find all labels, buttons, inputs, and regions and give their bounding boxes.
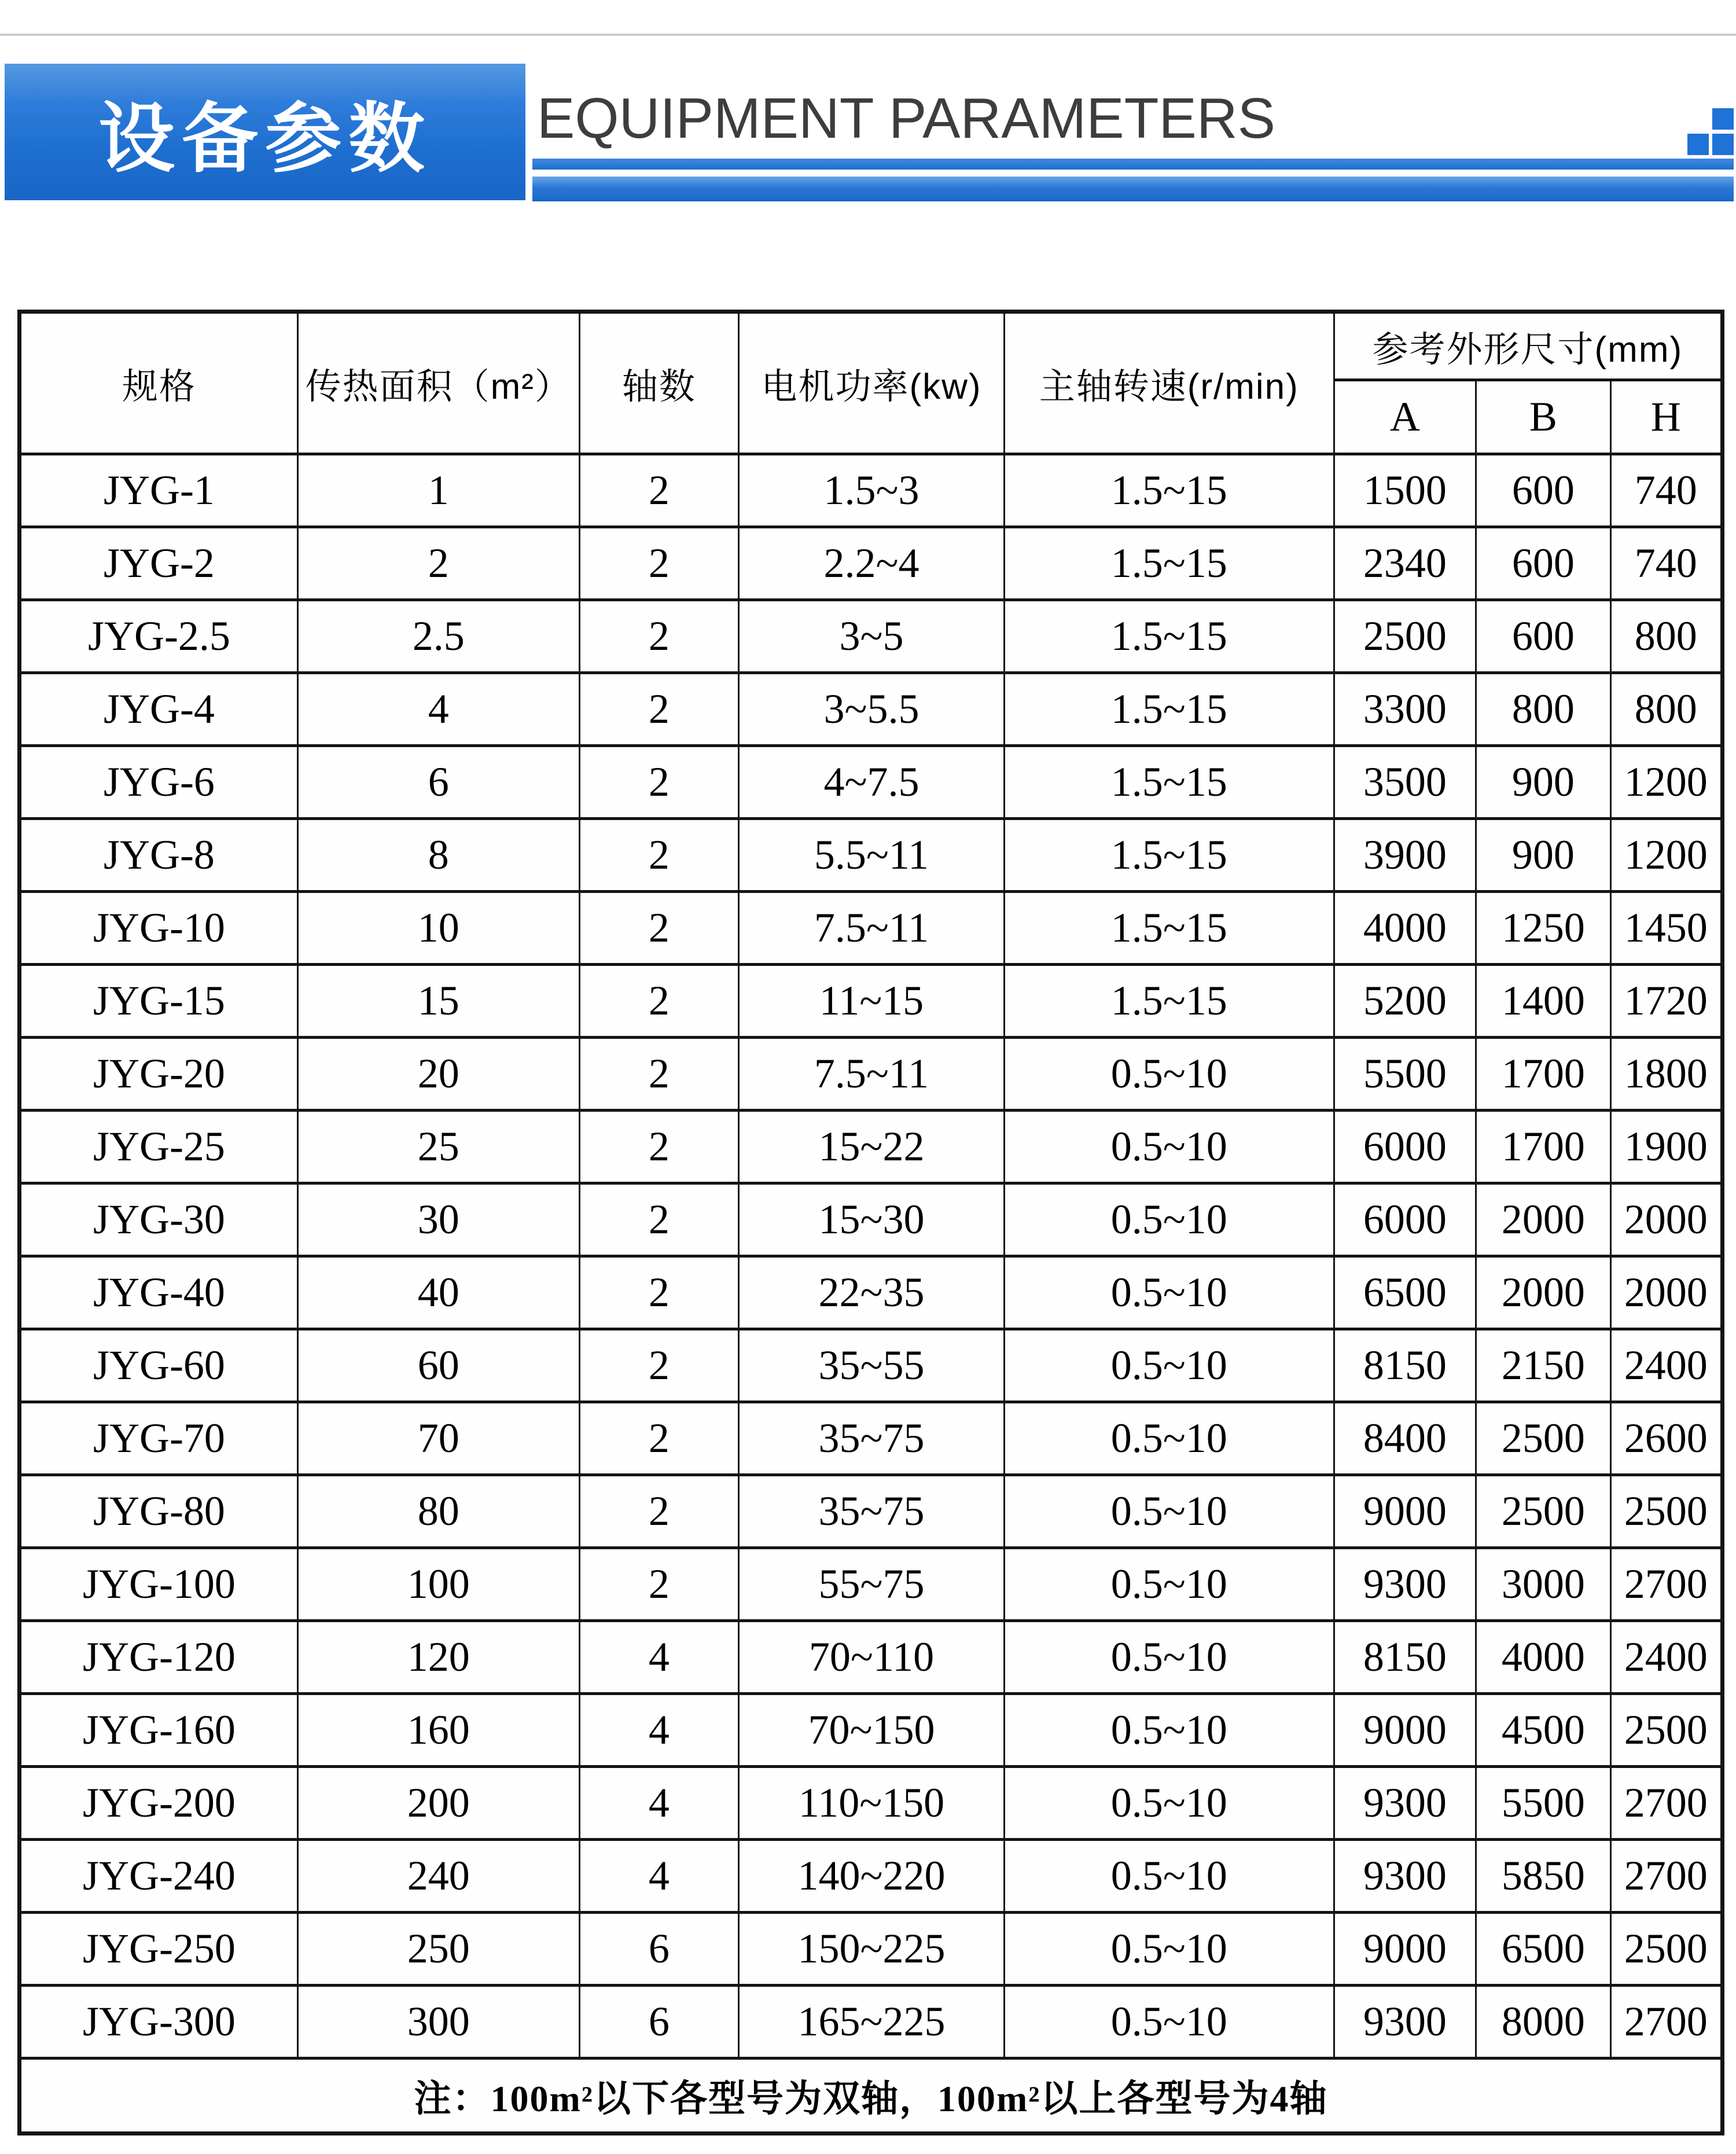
table-cell: JYG-300: [20, 1986, 298, 2059]
table-row: [20, 1548, 1723, 1621]
table-cell: 740: [1610, 454, 1722, 527]
table-cell: 600: [1476, 600, 1610, 673]
table-cell: 0.5~10: [1004, 1621, 1334, 1694]
table-cell: JYG-70: [20, 1402, 298, 1475]
table-cell: 110~150: [739, 1767, 1005, 1840]
table-row: [20, 1038, 1723, 1111]
table-cell: 40: [297, 1256, 579, 1329]
table-cell: 9300: [1334, 1986, 1476, 2059]
table-cell: 2: [579, 527, 738, 600]
table-cell: 15~22: [739, 1111, 1005, 1183]
table-cell: 1450: [1610, 892, 1722, 965]
table-row: [20, 1183, 1723, 1256]
table-cell: 70~150: [739, 1694, 1005, 1767]
table-cell: JYG-2.5: [20, 600, 298, 673]
table-cell: 2000: [1476, 1183, 1610, 1256]
table-row: [20, 1840, 1723, 1913]
table-cell: 1: [297, 454, 579, 527]
table-cell: 740: [1610, 527, 1722, 600]
table-cell: 2500: [1610, 1475, 1722, 1548]
table-cell: JYG-2: [20, 527, 298, 600]
table-cell: 1250: [1476, 892, 1610, 965]
table-cell: 0.5~10: [1004, 1038, 1334, 1111]
table-cell: 60: [297, 1329, 579, 1402]
table-cell: 35~55: [739, 1329, 1005, 1402]
table-cell: 9000: [1334, 1694, 1476, 1767]
table-cell: 100: [297, 1548, 579, 1621]
table-cell: 9300: [1334, 1767, 1476, 1840]
table-cell: JYG-4: [20, 673, 298, 746]
table-body: [20, 454, 1723, 2059]
table-cell: 2500: [1476, 1402, 1610, 1475]
page-title: 设备参数: [98, 96, 432, 181]
table-cell: 0.5~10: [1004, 1986, 1334, 2059]
table-cell: JYG-6: [20, 746, 298, 819]
table-cell: 3~5.5: [739, 673, 1005, 746]
table-cell: 4: [579, 1840, 738, 1913]
table-cell: 22~35: [739, 1256, 1005, 1329]
table-cell: 5.5~11: [739, 819, 1005, 892]
table-row: [20, 746, 1723, 819]
table-cell: 6500: [1476, 1913, 1610, 1986]
note-row: [20, 2059, 1723, 2134]
page-title-en: EQUIPMENT PARAMETERS: [537, 86, 1276, 150]
table-cell: JYG-1: [20, 454, 298, 527]
table-cell: 6000: [1334, 1183, 1476, 1256]
table-cell: 6: [579, 1913, 738, 1986]
table-cell: 2: [579, 1475, 738, 1548]
col-header-dim-h: H: [1610, 380, 1722, 454]
table-cell: 20: [297, 1038, 579, 1111]
table-cell: 2: [579, 892, 738, 965]
table-cell: 4: [579, 1694, 738, 1767]
table-cell: 1200: [1610, 819, 1722, 892]
table-row: [20, 673, 1723, 746]
table-cell: 9300: [1334, 1840, 1476, 1913]
table-cell: 9300: [1334, 1548, 1476, 1621]
table-cell: 1900: [1610, 1111, 1722, 1183]
table-cell: 2500: [1476, 1475, 1610, 1548]
table-cell: 1700: [1476, 1111, 1610, 1183]
table-cell: JYG-40: [20, 1256, 298, 1329]
table-cell: 2000: [1610, 1256, 1722, 1329]
table-cell: 1.5~15: [1004, 527, 1334, 600]
table-row: [20, 965, 1723, 1038]
table-cell: 0.5~10: [1004, 1475, 1334, 1548]
table-cell: 250: [297, 1913, 579, 1986]
table-cell: 0.5~10: [1004, 1183, 1334, 1256]
table-cell: 3000: [1476, 1548, 1610, 1621]
table-cell: 80: [297, 1475, 579, 1548]
table-cell: 1200: [1610, 746, 1722, 819]
table-cell: 2: [579, 1548, 738, 1621]
table-cell: 2: [579, 1111, 738, 1183]
table-cell: 5500: [1476, 1767, 1610, 1840]
table-cell: 15~30: [739, 1183, 1005, 1256]
table-cell: 2: [579, 1402, 738, 1475]
table-cell: JYG-8: [20, 819, 298, 892]
table-cell: 2.2~4: [739, 527, 1005, 600]
table-row: [20, 1329, 1723, 1402]
table-cell: 1500: [1334, 454, 1476, 527]
table-cell: 2700: [1610, 1548, 1722, 1621]
table-cell: JYG-80: [20, 1475, 298, 1548]
table-row: [20, 1475, 1723, 1548]
table-cell: 55~75: [739, 1548, 1005, 1621]
table-cell: 1.5~15: [1004, 965, 1334, 1038]
table-cell: 300: [297, 1986, 579, 2059]
accent-bar-thin: [532, 159, 1734, 170]
table-cell: 120: [297, 1621, 579, 1694]
table-cell: 35~75: [739, 1402, 1005, 1475]
table-cell: 0.5~10: [1004, 1913, 1334, 1986]
table-cell: 6: [297, 746, 579, 819]
table-cell: 9000: [1334, 1913, 1476, 1986]
top-divider-rule: [0, 34, 1736, 36]
table-cell: 2: [579, 746, 738, 819]
table-cell: 0.5~10: [1004, 1767, 1334, 1840]
table-cell: 5500: [1334, 1038, 1476, 1111]
table-cell: 8400: [1334, 1402, 1476, 1475]
table-cell: 140~220: [739, 1840, 1005, 1913]
table-cell: 2700: [1610, 1840, 1722, 1913]
table-cell: 0.5~10: [1004, 1402, 1334, 1475]
table-cell: 800: [1476, 673, 1610, 746]
table-cell: 2000: [1476, 1256, 1610, 1329]
table-cell: 1.5~15: [1004, 892, 1334, 965]
table-cell: JYG-10: [20, 892, 298, 965]
table-cell: 1800: [1610, 1038, 1722, 1111]
table-cell: 600: [1476, 527, 1610, 600]
col-header-dimensions-group: 参考外形尺寸(mm): [1334, 312, 1722, 380]
table-cell: 6: [579, 1986, 738, 2059]
col-header-shaft-count: 轴数: [579, 312, 738, 454]
table-cell: 2600: [1610, 1402, 1722, 1475]
table-cell: 3500: [1334, 746, 1476, 819]
table-row: [20, 1767, 1723, 1840]
table-cell: JYG-20: [20, 1038, 298, 1111]
table-cell: 900: [1476, 746, 1610, 819]
col-header-dim-a: A: [1334, 380, 1476, 454]
blocks-icon: [1687, 134, 1709, 155]
blocks-icon: [1712, 108, 1734, 130]
table-cell: JYG-120: [20, 1621, 298, 1694]
table-cell: 1400: [1476, 965, 1610, 1038]
table-cell: 4: [297, 673, 579, 746]
table-cell: JYG-160: [20, 1694, 298, 1767]
table-cell: 5850: [1476, 1840, 1610, 1913]
table-row: [20, 454, 1723, 527]
table-cell: 15: [297, 965, 579, 1038]
table-cell: 7.5~11: [739, 1038, 1005, 1111]
table-note: 注：100m²以下各型号为双轴，100m²以上各型号为4轴: [20, 2059, 1723, 2134]
table-cell: 2: [579, 819, 738, 892]
table-row: [20, 527, 1723, 600]
table-cell: 2: [579, 600, 738, 673]
table-cell: 8000: [1476, 1986, 1610, 2059]
table-cell: 900: [1476, 819, 1610, 892]
table-cell: JYG-240: [20, 1840, 298, 1913]
table-cell: 1.5~15: [1004, 673, 1334, 746]
table-cell: 25: [297, 1111, 579, 1183]
table-cell: 70: [297, 1402, 579, 1475]
col-header-spindle-speed: 主轴转速(r/min): [1004, 312, 1334, 454]
table-cell: 2150: [1476, 1329, 1610, 1402]
table-cell: 0.5~10: [1004, 1548, 1334, 1621]
table-cell: 1.5~15: [1004, 600, 1334, 673]
table-cell: 4000: [1476, 1621, 1610, 1694]
table-cell: 2700: [1610, 1986, 1722, 2059]
table-cell: JYG-25: [20, 1111, 298, 1183]
table-cell: 6000: [1334, 1111, 1476, 1183]
table-cell: 5200: [1334, 965, 1476, 1038]
col-header-motor-power: 电机功率(kw): [739, 312, 1005, 454]
table-cell: 1.5~15: [1004, 819, 1334, 892]
table-cell: 0.5~10: [1004, 1840, 1334, 1913]
table-cell: 2: [579, 965, 738, 1038]
table-cell: 11~15: [739, 965, 1005, 1038]
table-cell: 2.5: [297, 600, 579, 673]
table-row: [20, 1913, 1723, 1986]
table-cell: JYG-15: [20, 965, 298, 1038]
table-cell: 240: [297, 1840, 579, 1913]
table-cell: 4000: [1334, 892, 1476, 965]
table-cell: 0.5~10: [1004, 1329, 1334, 1402]
table-cell: 8150: [1334, 1329, 1476, 1402]
table-cell: 800: [1610, 600, 1722, 673]
table-row: [20, 819, 1723, 892]
table-cell: JYG-250: [20, 1913, 298, 1986]
table-cell: 2: [579, 1256, 738, 1329]
table-cell: 2: [297, 527, 579, 600]
table-header-row: [20, 312, 1723, 380]
table-row: [20, 1111, 1723, 1183]
table-cell: 10: [297, 892, 579, 965]
table-cell: 4: [579, 1767, 738, 1840]
table-row: [20, 1621, 1723, 1694]
table-cell: 35~75: [739, 1475, 1005, 1548]
table-cell: 800: [1610, 673, 1722, 746]
table-cell: 4~7.5: [739, 746, 1005, 819]
table-cell: 2500: [1610, 1694, 1722, 1767]
parameters-table: [17, 310, 1724, 2135]
table-cell: 2: [579, 1038, 738, 1111]
table-row: [20, 1402, 1723, 1475]
table-row: [20, 1694, 1723, 1767]
table-row: [20, 600, 1723, 673]
table-cell: 3~5: [739, 600, 1005, 673]
accent-bar-thick: [532, 177, 1734, 201]
table-cell: 1.5~3: [739, 454, 1005, 527]
table-cell: 3900: [1334, 819, 1476, 892]
table-cell: 2400: [1610, 1621, 1722, 1694]
table-cell: 2000: [1610, 1183, 1722, 1256]
table-cell: 30: [297, 1183, 579, 1256]
table-cell: 70~110: [739, 1621, 1005, 1694]
col-header-heat-area: 传热面积（m²）: [297, 312, 579, 454]
table-cell: 200: [297, 1767, 579, 1840]
table-cell: 2500: [1334, 600, 1476, 673]
table-row: [20, 1256, 1723, 1329]
table-cell: 4: [579, 1621, 738, 1694]
table-cell: 1.5~15: [1004, 746, 1334, 819]
table-cell: 2500: [1610, 1913, 1722, 1986]
table-cell: 6500: [1334, 1256, 1476, 1329]
table-cell: 1720: [1610, 965, 1722, 1038]
table-cell: 0.5~10: [1004, 1111, 1334, 1183]
table-cell: 2700: [1610, 1767, 1722, 1840]
table-cell: 2: [579, 673, 738, 746]
table-cell: 0.5~10: [1004, 1694, 1334, 1767]
table-cell: 0.5~10: [1004, 1256, 1334, 1329]
table-cell: 1700: [1476, 1038, 1610, 1111]
col-header-dim-b: B: [1476, 380, 1610, 454]
table-cell: 1.5~15: [1004, 454, 1334, 527]
col-header-spec: 规格: [20, 312, 298, 454]
table-cell: 2: [579, 1329, 738, 1402]
table-cell: JYG-200: [20, 1767, 298, 1840]
table-cell: 165~225: [739, 1986, 1005, 2059]
table-cell: 2: [579, 454, 738, 527]
table-cell: 8: [297, 819, 579, 892]
table-row: [20, 892, 1723, 965]
table-cell: 8150: [1334, 1621, 1476, 1694]
table-cell: 3300: [1334, 673, 1476, 746]
table-cell: 600: [1476, 454, 1610, 527]
table-cell: 4500: [1476, 1694, 1610, 1767]
table-cell: 160: [297, 1694, 579, 1767]
table-cell: JYG-100: [20, 1548, 298, 1621]
blocks-icon: [1712, 134, 1734, 155]
table-cell: 150~225: [739, 1913, 1005, 1986]
table-cell: 2340: [1334, 527, 1476, 600]
table-cell: 7.5~11: [739, 892, 1005, 965]
title-badge: [5, 64, 525, 200]
table-cell: 9000: [1334, 1475, 1476, 1548]
table-cell: 2: [579, 1183, 738, 1256]
table-cell: JYG-30: [20, 1183, 298, 1256]
table-cell: JYG-60: [20, 1329, 298, 1402]
table-row: [20, 1986, 1723, 2059]
table-cell: 2400: [1610, 1329, 1722, 1402]
